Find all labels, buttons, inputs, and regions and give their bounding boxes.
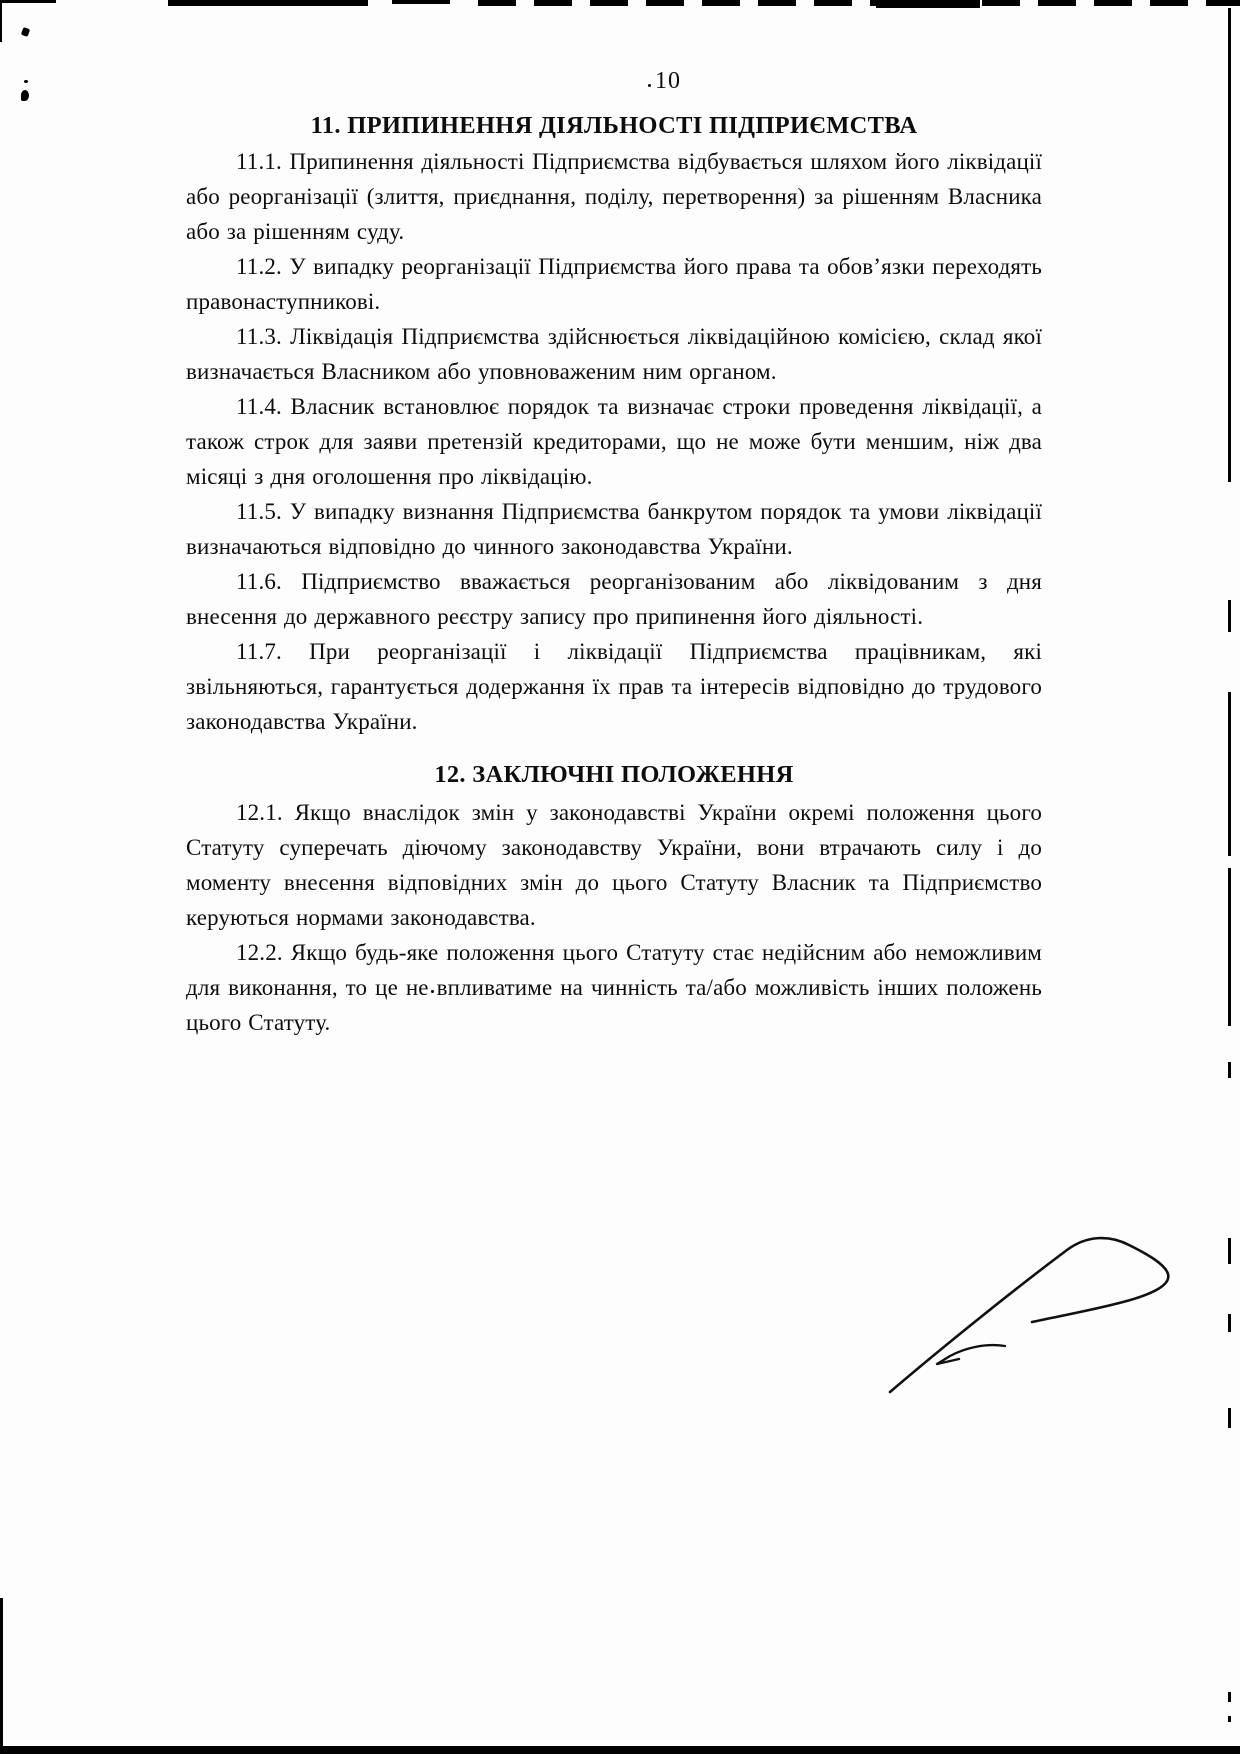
paragraph-11-7: 11.7. При реорганізації і ліквідації Підприємства працівникам, які звільняються, гарантується додержання їх прав та інтересів відповідно до трудового законодавства України. [186, 639, 1042, 734]
scan-artifact-right-edge [1228, 692, 1231, 856]
paragraph-11-5: 11.5. У випадку визнання Підприємства банкрутом порядок та умови ліквідації визначаються відповідно до чинного законодавства України. [186, 499, 1042, 559]
section-12-heading: 12. ЗАКЛЮЧНІ ПОЛОЖЕННЯ [434, 761, 794, 788]
paragraph-12-2: 12.2. Якщо будь-яке положення цього Статуту стає недійсним або неможливим для виконання, то це не впливатиме на чинність та/або можливість інших положень цього Статуту. [186, 940, 1042, 1035]
scan-artifact-right-edge [1228, 1716, 1231, 1722]
paragraph-12-1: 12.1. Якщо внаслідок змін у законодавстві України окремі положення цього Статуту суперечать діючому законодавству України, вони втрачають силу і до моменту внесення відповідних змін до цього Статуту Власник та Підприємство керуються нормами законодавства. [186, 800, 1042, 930]
scan-artifact-bottom-edge [0, 1746, 1240, 1754]
scan-speck [24, 80, 28, 83]
section-11-heading: 11. ПРИПИНЕННЯ ДІЯЛЬНОСТІ ПІДПРИЄМСТВА [310, 112, 918, 139]
scan-artifact-right-edge [1228, 1408, 1231, 1428]
signature-strokes [855, 1222, 1185, 1407]
scan-artifact-right-edge [1228, 600, 1231, 632]
paragraph-11-2: 11.2. У випадку реорганізації Підприємства його права та обов’язки переходять правонаступникові. [186, 254, 1042, 314]
scan-artifact-right-edge [1228, 1314, 1231, 1332]
scan-artifact-right-edge [1228, 1238, 1231, 1264]
scan-artifact-right-edge [1228, 1062, 1231, 1078]
scan-artifact-left-edge [0, 0, 2, 42]
scan-artifact-top-edge [168, 0, 368, 6]
scan-artifact-right-edge [1228, 8, 1231, 482]
scan-speck [21, 90, 29, 101]
scan-speck [21, 27, 30, 37]
paragraph-11-1: 11.1. Припинення діяльності Підприємства відбувається шляхом його ліквідації або реорганізації (злиття, приєднання, поділу, перетворення) за рішенням Власника або за рішенням суду. [186, 149, 1042, 244]
handwritten-signature [855, 1222, 1185, 1407]
paragraph-11-6: 11.6. Підприємство вважається реорганізованим або ліквідованим з дня внесення до державного реєстру запису про припинення його діяльності. [186, 569, 1042, 629]
scan-speck [648, 84, 651, 87]
paragraph-11-4: 11.4. Власник встановлює порядок та визначає строки проведення ліквідації, а також строк для заяви претензій кредиторами, що не може бути меншим, ніж два місяці з дня оголошення про ліквідацію. [186, 394, 1042, 489]
paragraph-11-3: 11.3. Ліквідація Підприємства здійснюється ліквідаційною комісією, склад якої визначається Власником або уповноваженим ним органом. [186, 324, 1042, 384]
page-number: 10 [655, 68, 681, 94]
scan-artifact-right-edge [1228, 868, 1231, 1026]
scan-artifact-left-edge [0, 1598, 3, 1754]
scan-artifact-top-edge-dashes [478, 0, 1240, 6]
scan-artifact-top-left [0, 0, 56, 3]
document-body [186, 112, 1042, 1040]
scan-artifact-top-edge [876, 0, 980, 8]
scan-artifact-top-edge [392, 0, 450, 4]
scan-artifact-right-edge [1228, 1692, 1231, 1702]
